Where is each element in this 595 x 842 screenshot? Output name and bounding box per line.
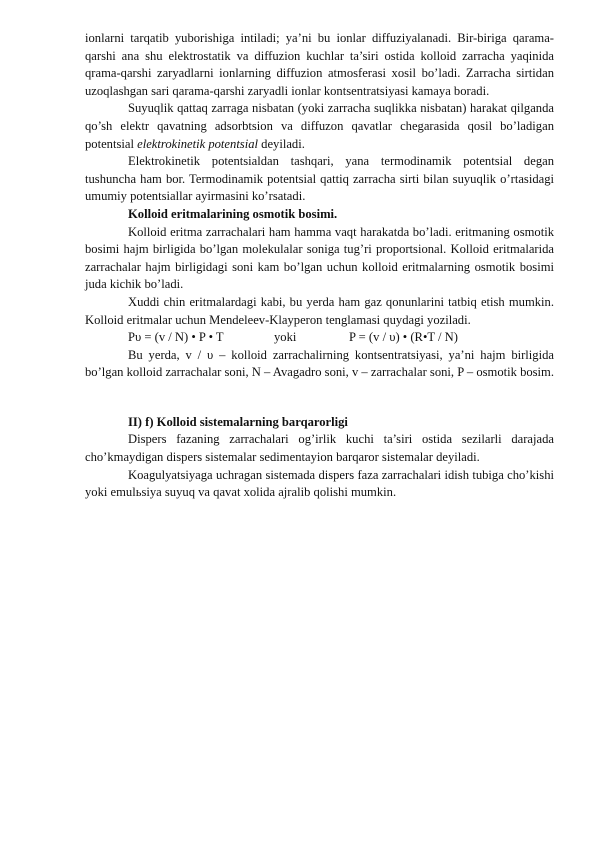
paragraph-text: Suyuqlik qattaq zarraga nisbatan (yoki zarracha suqlikka nisbatan) harakat qilganda qo’sh elektr qavatning adsorbtsion va diffuzon qavatlar chegarasida qosil bo’ladigan potentsial: [85, 101, 554, 151]
paragraph-gas-laws: Xuddi chin eritmalardagi kabi, bu yerda ham gaz qonunlarini tatbiq etish mumkin. Kolloid eritmalar uchun Mendeleev-Klayperon tenglamasi quydagi yoziladi.: [85, 294, 554, 327]
formula-connector: yoki: [274, 330, 297, 345]
paragraph-text: deyiladi.: [258, 136, 305, 151]
term-electrokinetic-potential: elektrokinetik potentsial: [137, 136, 259, 151]
paragraph-electrokinetic: [85, 100, 554, 153]
spacer: [85, 400, 554, 414]
text-column: [85, 30, 554, 502]
paragraph-diffusion: ionlarni tarqatib yuborishiga intiladi; ya’ni bu ionlar diffuziyalanadi. Bir-biriga qarama-qarshi ana shu elektrostatik va diffuzion kuchlar ta’siri ostida kolloid zarracha yaqinida qrama-qarshi zaryadlarni ionlarning diffuzion atmosferasi xosil bo’ladi. Zarracha sirtidan uzoqlashgan sari qarama-qarshi zaryadli ionlar kontsentratsiyasi kamaya boradi.: [85, 31, 554, 98]
formula-right: P = (v / υ) • (R•T / N): [349, 330, 458, 345]
section-heading-stability: II) f) Kolloid sistemalarning barqarorligi: [128, 414, 348, 429]
paragraph-formula-legend: Bu yerda, v / υ – kolloid zarrachalirning kontsentratsiyasi, ya’ni hajm birligida bo’lgan kolloid zarrachalar soni, N – Avagadro soni, v – zarrachalar soni, P – osmotik bosim.: [85, 347, 555, 380]
paragraph-coagulation: Koagulyatsiyaga uchragan sistemada dispers faza zarrachalari idish tubiga cho’kishi yoki emulьsiya suyuq va qavat xolida ajralib qolishi mumkin.: [85, 467, 554, 500]
paragraph-thermodynamic: Elektrokinetik potentsialdan tashqari, yana termodinamik potentsial degan tushuncha ham bor. Termodinamik potentsial qattiq zarracha sirti bilan suyuqlik o’rtasidagi umumiy potentsiallar ayirmasini ko’rsatadi.: [85, 154, 554, 204]
paragraph-sedimentation: Dispers fazaning zarrachalari og’irlik kuchi ta’siri ostida sezilarli darajada cho’kmaydigan dispers sistemalar sedimentayion barqaror sistemalar deyiladi.: [85, 432, 554, 465]
formula-left: Pυ = (v / N) • P • T: [128, 330, 224, 345]
formula-mendeleev-klapeyron: [85, 329, 554, 347]
spacer: [85, 382, 554, 400]
section-heading-osmotic: Kolloid eritmalarining osmotik bosimi.: [128, 206, 338, 221]
paragraph-osmotic-pressure: Kolloid eritma zarrachalari ham hamma vaqt harakatda bo’ladi. eritmaning osmotik bosimi hajm birligida bo’lgan molekulalar soniga tug’ri proportsional. Kolloid eritmalarida zarrachalar hajm birligidagi soni kam bo’lgan uchun kolloid eritmalarning osmotik bosimi juda kichik bo’ladi.: [85, 224, 554, 292]
